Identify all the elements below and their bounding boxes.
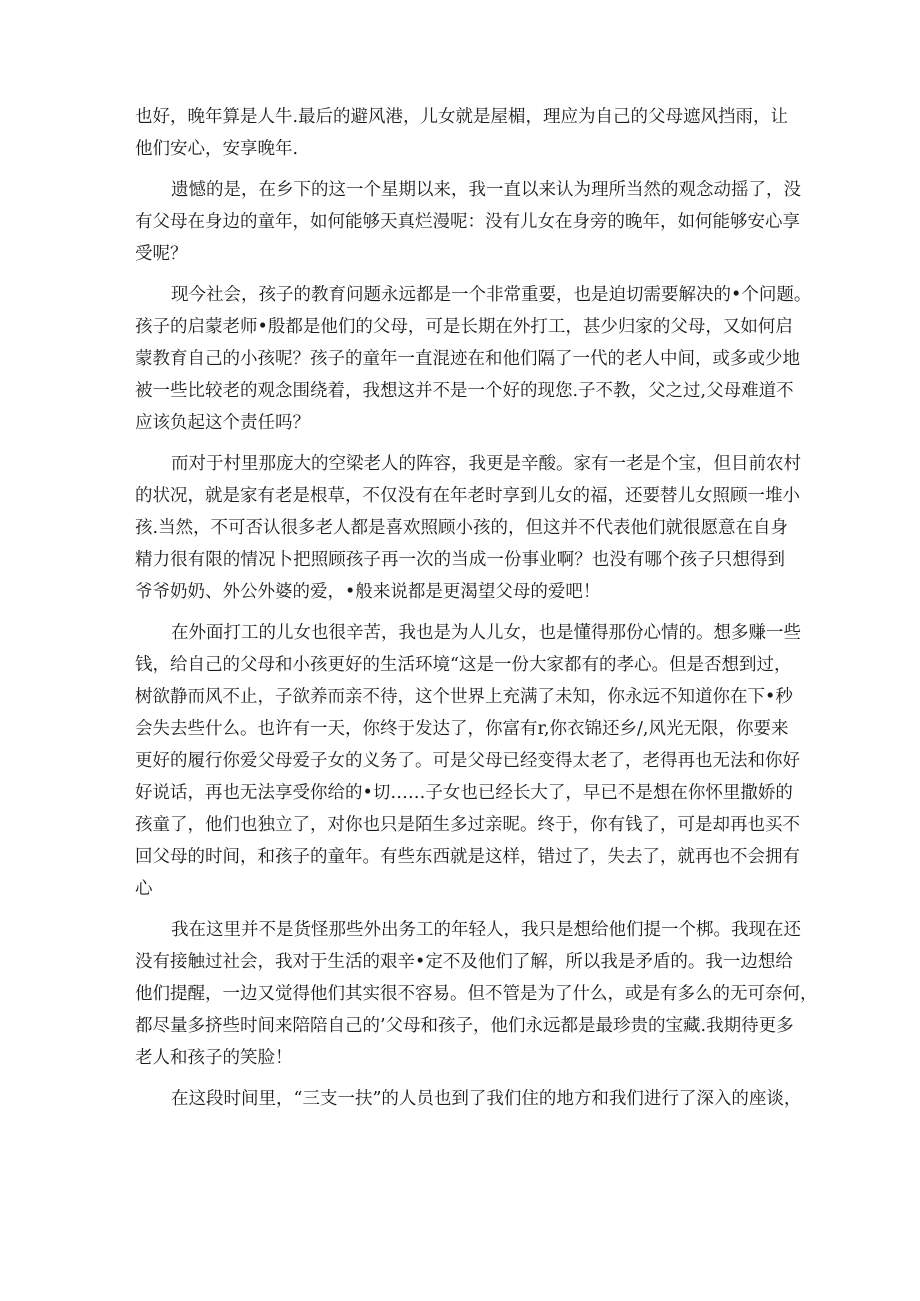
- text-line: 他们提醒，一边又觉得他们其实很不容易。但不管是为了什么，或是有多么的无可奈何，: [135, 984, 818, 1004]
- text-line: 我在这里并不是货怪那些外出务工的年轻人，我只是想给他们提一个梆。我现在还: [171, 920, 801, 940]
- text-line: 的状况，就是家有老是根草，不仅没有在年老时享到儿女的福，还要替儿女照顾一堆小: [135, 486, 800, 506]
- paragraph: [135, 448, 801, 608]
- text-line: 现今社会，孩子的教育问题永远都是一个非常重要，也是迫切需要解决的•个问题。: [171, 285, 812, 305]
- paragraph: [135, 1083, 802, 1115]
- text-line: 老人和孩子的笑脸！: [135, 1048, 293, 1068]
- text-line: 孩童了，他们也独立了，对你也只是陌生多过亲昵。终于，你有钱了，可是却再也买不: [135, 815, 800, 835]
- paragraph: [135, 174, 801, 270]
- text-line: 好说话，再也无法享受你给的•切……子女也已经长大了，早已不是想在你怀里撒娇的: [135, 783, 793, 803]
- text-line: 应该负起这个责任吗？: [135, 413, 310, 433]
- text-line: 心: [135, 879, 153, 899]
- text-line: 在外面打工的儿女也很辛苦，我也是为人儿女，也是懂得那份心情的。想多赚一些: [171, 623, 801, 643]
- text-line: 精力很有限的情况卜把照顾孩子再一次的当成一份事业啊？也没有哪个孩子只想得到: [135, 550, 785, 570]
- text-line: 回父母的时间，和孩子的童年。有些东西就是这样，错过了，失去了，就再也不会拥有: [135, 847, 800, 867]
- paragraph: [135, 914, 818, 1074]
- text-line: 孩.当然，不可否认很多老人都是喜欢照顾小孩的，但这并不代表他们就很愿意在自身: [135, 518, 789, 538]
- text-line: 树欲静而风不止，子欲养而亲不待，这个世界上充满了未知，你永远不知道你在下•秒: [135, 687, 793, 707]
- text-line: 孩子的启蒙老师•殷都是他们的父母，可是长期在外打工，甚少归家的父母，又如何启: [135, 317, 793, 337]
- text-line: 更好的履行你爱父母爱子女的义务了。可是父母已经变得太老了，老得再也无法和你好: [135, 751, 800, 771]
- text-line: 有父母在身边的童年，如何能够天真烂漫呢：没有儿女在身旁的晚年，如何能够安心享: [135, 212, 800, 232]
- body-text: [135, 101, 818, 1124]
- text-line: 他们安心，安享晚年.: [135, 139, 299, 159]
- text-line: 也好，晚年算是人牛.最后的避风港，儿女就是屋楣，理应为自己的父母遮风挡雨，让: [135, 107, 789, 127]
- paragraph: [135, 617, 801, 905]
- text-line: 没有接触过社会，我对于生活的艰辛•定不及他们了解，所以我是矛盾的。我一边想给: [135, 952, 793, 972]
- text-line: 都尽量多挤些时间来陪陪自己的’父母和孩子，他们永远都是最珍贵的宝藏.我期待更多: [135, 1016, 794, 1036]
- text-line: 受呢？: [135, 244, 188, 264]
- text-line: 蒙教育自己的小孩呢？孩子的童年一直混迹在和他们隔了一代的老人中间，或多或少地: [135, 349, 800, 369]
- text-line: 会失去些什么。也许有一天，你终于发达了，你富有r,你衣锦还乡/,风光无限，你要来: [135, 719, 789, 739]
- paragraph: [135, 279, 812, 439]
- text-line: 钱，给自己的父母和小孩更好的生活环境“这是一份大家都有的孝心。但是否想到过，: [135, 655, 792, 675]
- text-line: 被一些比较老的观念围绕着，我想这并不是一个好的现您.子不教，父之过,父母难道不: [135, 381, 794, 401]
- text-line: 在这段时间里，“三支一扶”的人员也到了我们住的地方和我们进行了深入的座谈，: [171, 1089, 802, 1109]
- paragraph: [135, 101, 789, 165]
- text-line: 而对于村里那庞大的空梁老人的阵容，我更是辛酸。家有一老是个宝，但目前农村: [171, 454, 801, 474]
- text-line: 遗憾的是，在乡下的这一个星期以来，我一直以来认为理所当然的观念动摇了，没: [171, 180, 801, 200]
- text-line: 爷爷奶奶、外公外婆的爱，•般来说都是更渴望父母的爱吧！: [135, 582, 601, 602]
